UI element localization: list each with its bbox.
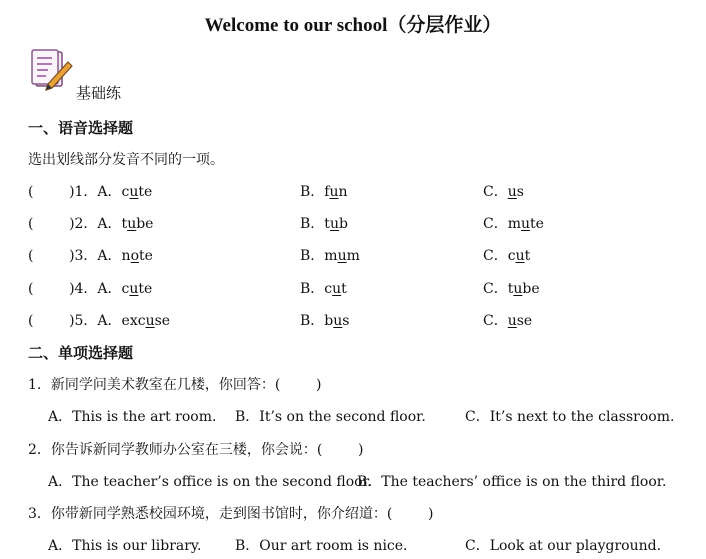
underlined-letter: u bbox=[337, 248, 347, 264]
page-title: Welcome to our school（分层作业） bbox=[204, 15, 502, 36]
underlined-letter: u bbox=[332, 281, 342, 297]
homework-icon bbox=[30, 48, 74, 94]
choice-question-2-option-b: B．The teachers’ office is on the third floor. bbox=[357, 474, 667, 490]
question-number: ( )3．A． bbox=[28, 248, 122, 264]
option-word: cute bbox=[121, 184, 153, 200]
underlined-letter: u bbox=[129, 184, 139, 200]
option-word: tube bbox=[507, 281, 540, 297]
section-instruction: 选出划线部分发音不同的一项。 bbox=[28, 152, 224, 168]
underlined-letter: u bbox=[507, 184, 517, 200]
option-word: mute bbox=[507, 216, 544, 232]
option-word: cut bbox=[507, 248, 531, 264]
underlined-letter: u bbox=[513, 281, 523, 297]
choice-question-1-option-c: C．It’s next to the classroom. bbox=[465, 409, 675, 425]
phonics-question-5-option-c: C．use bbox=[483, 313, 533, 329]
phonics-question-5-option-b: B．bus bbox=[300, 313, 350, 329]
option-word: fun bbox=[324, 184, 348, 200]
choice-question-2-option-a: A．The teacher’s office is on the second floor. bbox=[48, 474, 373, 490]
underlined-letter: u bbox=[329, 216, 339, 232]
underlined-letter: u bbox=[145, 313, 155, 329]
choice-question-2: 2．你告诉新同学教师办公室在三楼，你会说：( ) bbox=[28, 442, 364, 458]
phonics-question-3-option-a bbox=[28, 245, 153, 265]
underlined-letter: u bbox=[521, 216, 531, 232]
phonics-question-1-option-b: B．fun bbox=[300, 184, 348, 200]
option-word: note bbox=[121, 248, 153, 264]
phonics-question-2-option-c: C．mute bbox=[483, 216, 544, 232]
option-word: use bbox=[507, 313, 533, 329]
option-word: bus bbox=[324, 313, 350, 329]
choice-question-3-option-b: B．Our art room is nice. bbox=[235, 538, 408, 554]
phonics-question-4-option-a bbox=[28, 278, 152, 298]
choice-question-1-option-a: A．This is the art room. bbox=[48, 409, 217, 425]
phonics-question-2-option-b: B．tub bbox=[300, 216, 348, 232]
option-word: tub bbox=[324, 216, 348, 232]
section-heading-phonics: 一、语音选择题 bbox=[28, 119, 134, 137]
sub-section-label: 基础练 bbox=[76, 84, 122, 102]
underlined-letter: u bbox=[129, 281, 139, 297]
underlined-letter: u bbox=[515, 248, 525, 264]
underlined-letter: u bbox=[507, 313, 517, 329]
choice-question-1-option-b: B．It’s on the second floor. bbox=[235, 409, 426, 425]
underlined-letter: u bbox=[329, 184, 339, 200]
question-number: ( )5．A． bbox=[28, 313, 122, 329]
phonics-question-2-option-a bbox=[28, 213, 153, 233]
phonics-question-3-option-c: C．cut bbox=[483, 248, 531, 264]
phonics-question-4-option-c: C．tube bbox=[483, 281, 540, 297]
phonics-question-5-option-a bbox=[28, 310, 170, 330]
option-word: mum bbox=[324, 248, 360, 264]
choice-question-3-option-a: A．This is our library. bbox=[48, 538, 202, 554]
underlined-letter: u bbox=[333, 313, 343, 329]
option-word: tube bbox=[121, 216, 154, 232]
question-number: ( )2．A． bbox=[28, 216, 122, 232]
phonics-question-1-option-a bbox=[28, 181, 152, 201]
option-word: cute bbox=[121, 281, 153, 297]
section-heading-choice: 二、单项选择题 bbox=[28, 344, 134, 362]
question-number: ( )4．A． bbox=[28, 281, 122, 297]
choice-question-3-option-c: C．Look at our playground. bbox=[465, 538, 662, 554]
question-number: ( )1．A． bbox=[28, 184, 122, 200]
underlined-letter: u bbox=[127, 216, 137, 232]
option-word: excuse bbox=[121, 313, 171, 329]
phonics-question-1-option-c: C．us bbox=[483, 184, 524, 200]
option-word: us bbox=[507, 184, 524, 200]
underlined-letter: o bbox=[130, 248, 140, 264]
phonics-question-3-option-b: B．mum bbox=[300, 248, 360, 264]
choice-question-3: 3．你带新同学熟悉校园环境，走到图书馆时，你介绍道：( ) bbox=[28, 506, 434, 522]
choice-question-1: 1．新同学问美术教室在几楼，你回答：( ) bbox=[28, 377, 322, 393]
phonics-question-4-option-b: B．cut bbox=[300, 281, 347, 297]
option-word: cut bbox=[324, 281, 347, 297]
